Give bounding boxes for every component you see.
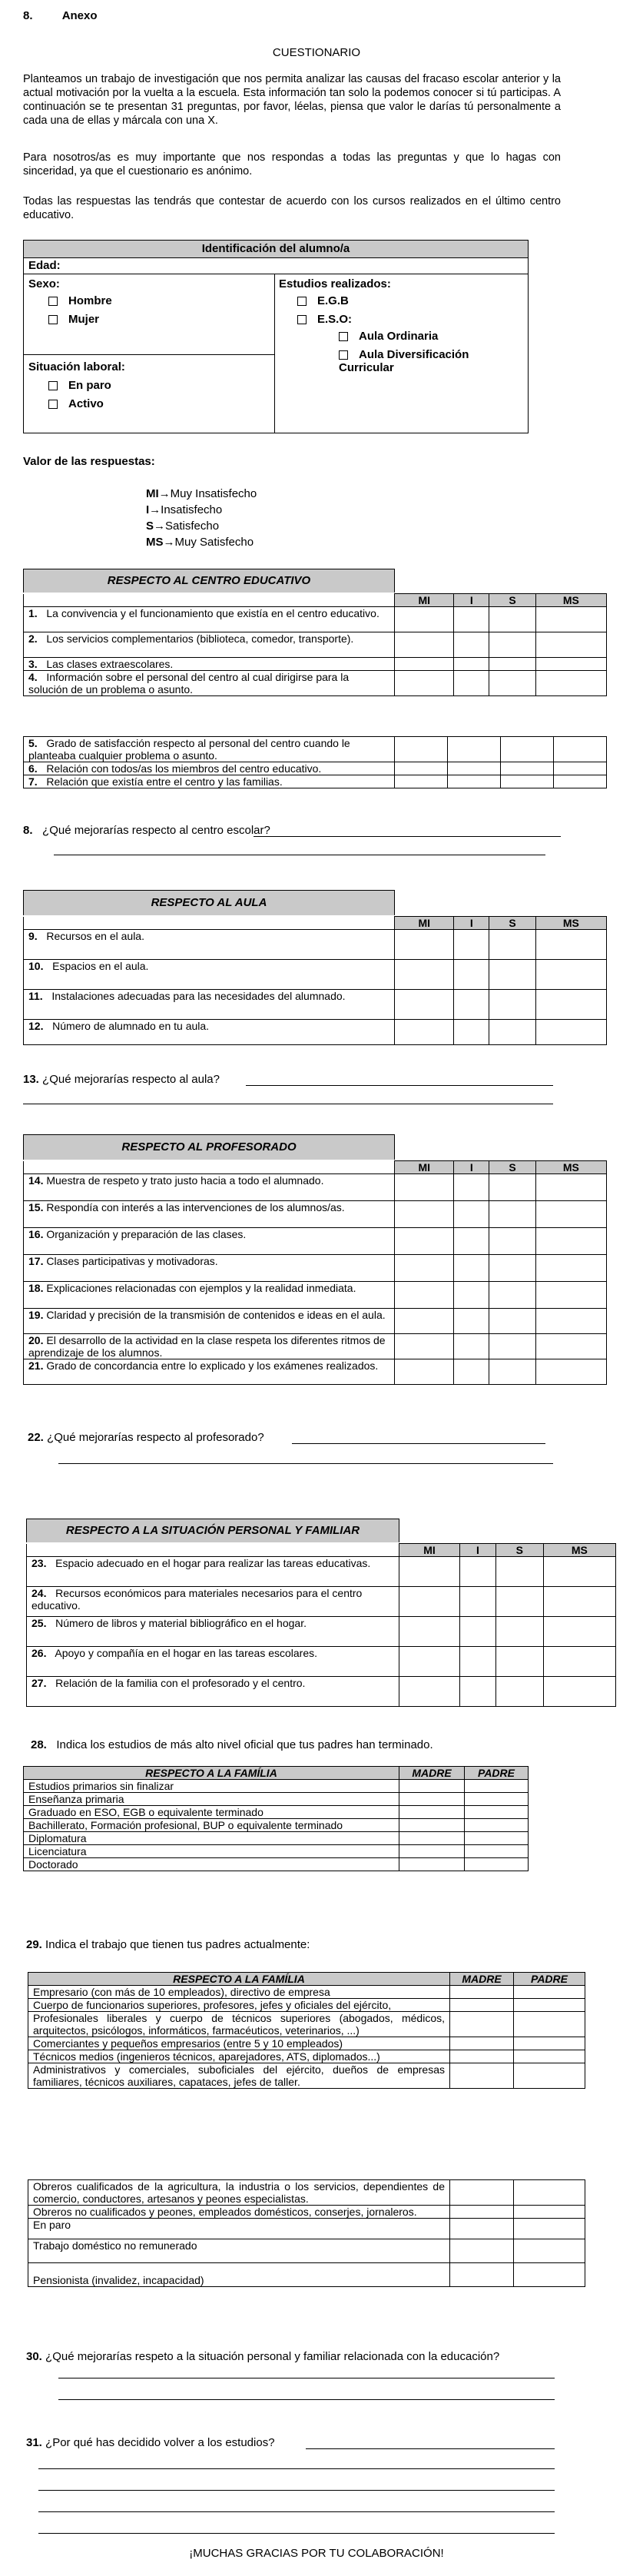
- section-title: Anexo: [61, 9, 98, 22]
- answer-cell[interactable]: [460, 1617, 496, 1647]
- answer-cell[interactable]: [395, 632, 454, 658]
- q22-answer-line[interactable]: [58, 1463, 553, 1464]
- answer-cell[interactable]: [535, 632, 606, 658]
- answer-cell[interactable]: [454, 930, 489, 960]
- answer-cell[interactable]: [395, 1228, 454, 1255]
- table-row: 17. Clases participativas y motivadoras.: [24, 1255, 607, 1282]
- answer-cell[interactable]: [543, 1647, 615, 1677]
- answer-cell[interactable]: [489, 1359, 536, 1385]
- aula-table: [23, 916, 607, 1045]
- answer-cell[interactable]: [535, 1309, 606, 1334]
- answer-cell[interactable]: [448, 762, 501, 775]
- answer-cell[interactable]: [460, 1647, 496, 1677]
- answer-cell[interactable]: [535, 658, 606, 671]
- answer-cell[interactable]: [399, 1557, 460, 1587]
- table-row: 23. Espacio adecuado en el hogar para realizar las tareas educativas.: [27, 1557, 616, 1587]
- situacion-label: Situación laboral:: [28, 360, 125, 373]
- answer-cell[interactable]: [395, 775, 448, 788]
- answer-cell[interactable]: [454, 1228, 489, 1255]
- aula-div-option[interactable]: Aula Diversificación Curricular: [339, 348, 469, 374]
- table-row: 5. Grado de satisfacción respecto al personal del centro cuando le planteaba cualquier problema o asunto.: [24, 737, 607, 762]
- answer-cell[interactable]: [535, 1020, 606, 1045]
- table-row: 20. El desarrollo de la actividad en la clase respeta los diferentes ritmos de aprendizaje de los alumnos.: [24, 1334, 607, 1359]
- answer-cell[interactable]: [465, 1793, 529, 1806]
- answer-cell[interactable]: [399, 1647, 460, 1677]
- answer-cell[interactable]: [450, 2050, 514, 2063]
- table-row: Profesionales liberales y cuerpo de técnicos superiores (abogados, médicos, arquitectos, psicólogos, informáticos, farmacéuticos, veterinarios, ...): [28, 2012, 585, 2037]
- answer-cell[interactable]: [535, 1201, 606, 1228]
- egb-checkbox[interactable]: [297, 297, 307, 306]
- answer-cell[interactable]: [535, 1282, 606, 1309]
- answer-cell[interactable]: [450, 2037, 514, 2050]
- answer-cell[interactable]: [543, 1557, 615, 1587]
- mujer-option[interactable]: Mujer: [48, 313, 99, 326]
- answer-cell[interactable]: [535, 1334, 606, 1359]
- answer-cell[interactable]: [395, 737, 448, 762]
- answer-cell[interactable]: [454, 1255, 489, 1282]
- answer-cell[interactable]: [489, 1334, 536, 1359]
- answer-cell[interactable]: [489, 1255, 536, 1282]
- familia-header-row: RESPECTO A LA FAMÍLIA MADRE PADRE: [28, 1973, 585, 1986]
- answer-cell[interactable]: [495, 1647, 543, 1677]
- table-row: Licenciatura: [24, 1845, 529, 1858]
- valor-s: S→Satisfecho: [146, 520, 220, 533]
- profesorado-title: RESPECTO AL PROFESORADO: [23, 1134, 395, 1160]
- valores-legend: [146, 486, 257, 550]
- answer-cell[interactable]: [514, 2239, 585, 2263]
- intro-paragraph-2: Para nosotros/as es muy importante que nos respondas a todas las preguntas y que lo hagas con sinceridad, ya que el cuestionario es anónimo.: [23, 151, 561, 178]
- answer-cell[interactable]: [489, 990, 536, 1020]
- personal-table: [26, 1543, 616, 1707]
- answer-cell[interactable]: [554, 737, 607, 762]
- answer-cell[interactable]: [514, 2037, 585, 2050]
- table-row: Comerciantes y pequeños empresarios (entre 5 y 10 empleados): [28, 2037, 585, 2050]
- answer-cell[interactable]: [450, 2012, 514, 2037]
- answer-cell[interactable]: [395, 960, 454, 990]
- egb-option[interactable]: E.G.B: [297, 294, 349, 307]
- familia-estudios-table: [23, 1766, 529, 1871]
- answer-cell[interactable]: [514, 2206, 585, 2219]
- answer-cell[interactable]: [489, 671, 536, 696]
- answer-cell[interactable]: [489, 1282, 536, 1309]
- answer-cell[interactable]: [395, 1309, 454, 1334]
- table-row: 3. Las clases extraescolares.: [24, 658, 607, 671]
- answer-cell[interactable]: [395, 1201, 454, 1228]
- q31-answer-line[interactable]: [38, 2511, 555, 2512]
- q22-answer-line[interactable]: [292, 1443, 545, 1444]
- table-row: Graduado en ESO, EGB o equivalente terminado: [24, 1806, 529, 1819]
- answer-cell[interactable]: [535, 1359, 606, 1385]
- table-row: 27. Relación de la familia con el profesorado y el centro.: [27, 1677, 616, 1707]
- answer-cell[interactable]: [489, 658, 536, 671]
- answer-cell[interactable]: [465, 1806, 529, 1819]
- thanks-message: ¡MUCHAS GRACIAS POR TU COLABORACIÓN!: [189, 2547, 444, 2560]
- q31-answer-line[interactable]: [38, 2468, 555, 2469]
- scale-header-row: MI I S MS: [24, 917, 607, 930]
- table-row: En paro: [28, 2219, 585, 2239]
- answer-cell[interactable]: [554, 775, 607, 788]
- table-row: Obreros no cualificados y peones, empleados domésticos, conserjes, jornaleros.: [28, 2206, 585, 2219]
- table-row: Técnicos medios (ingenieros técnicos, aparejadores, ATS, diplomados...): [28, 2050, 585, 2063]
- answer-cell[interactable]: [454, 632, 489, 658]
- table-row: Pensionista (invalidez, incapacidad): [28, 2263, 585, 2287]
- answer-cell[interactable]: [514, 2012, 585, 2037]
- table-row: Cuerpo de funcionarios superiores, profesores, jefes y oficiales del ejército,: [28, 1999, 585, 2012]
- aula-ordinaria-checkbox[interactable]: [339, 332, 348, 341]
- profesorado-table: [23, 1160, 607, 1385]
- q30-answer-line[interactable]: [58, 2399, 555, 2400]
- en-paro-option[interactable]: En paro: [48, 379, 111, 392]
- table-row: Bachillerato, Formación profesional, BUP o equivalente terminado: [24, 1819, 529, 1832]
- table-row: 25. Número de libros y material bibliográfico en el hogar.: [27, 1617, 616, 1647]
- q30: 30. ¿Qué mejorarías respeto a la situación personal y familiar relacionada con la educación?: [26, 2350, 500, 2363]
- table-row: 26. Apoyo y compañía en el hogar en las tareas escolares.: [27, 1647, 616, 1677]
- answer-cell[interactable]: [399, 1806, 465, 1819]
- table-row: 9. Recursos en el aula.: [24, 930, 607, 960]
- answer-cell[interactable]: [454, 1309, 489, 1334]
- answer-cell[interactable]: [454, 1174, 489, 1201]
- table-row: 24. Recursos económicos para materiales necesarios para el centro educativo.: [27, 1587, 616, 1617]
- table-row: Obreros cualificados de la agricultura, la industria o los servicios, dependientes de comercio, conductores, artesanos y peones especialistas.: [28, 2180, 585, 2206]
- section-number: 8.: [23, 9, 33, 22]
- answer-cell[interactable]: [448, 775, 501, 788]
- answer-cell[interactable]: [554, 762, 607, 775]
- answer-cell[interactable]: [395, 658, 454, 671]
- answer-cell[interactable]: [395, 607, 454, 632]
- answer-cell[interactable]: [450, 1999, 514, 2012]
- answer-cell[interactable]: [465, 1832, 529, 1845]
- table-row: 14. Muestra de respeto y trato justo hacia a todo el alumnado.: [24, 1174, 607, 1201]
- answer-cell[interactable]: [489, 1020, 536, 1045]
- page-title: CUESTIONARIO: [272, 46, 361, 59]
- q28: 28. Indica los estudios de más alto nivel oficial que tus padres han terminado.: [31, 1738, 433, 1751]
- aula-div-checkbox[interactable]: [339, 350, 348, 360]
- answer-cell[interactable]: [489, 632, 536, 658]
- edad-label: Edad:: [24, 258, 528, 274]
- answer-cell[interactable]: [454, 671, 489, 696]
- answer-cell[interactable]: [514, 2219, 585, 2239]
- q8: 8. ¿Qué mejorarías respecto al centro escolar?: [23, 824, 270, 837]
- answer-cell[interactable]: [543, 1587, 615, 1617]
- hombre-option[interactable]: Hombre: [48, 294, 112, 307]
- answer-cell[interactable]: [465, 1780, 529, 1793]
- activo-option[interactable]: Activo: [48, 397, 104, 410]
- answer-cell[interactable]: [489, 960, 536, 990]
- valor-mi: MI→Muy Insatisfecho: [146, 487, 257, 500]
- answer-cell[interactable]: [399, 1793, 465, 1806]
- answer-cell[interactable]: [535, 607, 606, 632]
- divider: [24, 354, 274, 355]
- q13: 13. ¿Qué mejorarías respecto al aula?: [23, 1073, 220, 1086]
- left-panel: [24, 274, 275, 433]
- eso-checkbox[interactable]: [297, 315, 307, 324]
- scale-header-row: MI I S MS: [24, 1161, 607, 1174]
- hombre-checkbox[interactable]: [48, 297, 58, 306]
- answer-cell[interactable]: [514, 2180, 585, 2206]
- answer-cell[interactable]: [454, 990, 489, 1020]
- q8-answer-line[interactable]: [254, 836, 561, 837]
- estudios-label: Estudios realizados:: [279, 277, 391, 290]
- answer-cell[interactable]: [535, 1255, 606, 1282]
- personal-title: RESPECTO A LA SITUACIÓN PERSONAL Y FAMILIAR: [26, 1519, 399, 1542]
- table-row: 4. Información sobre el personal del centro al cual dirigirse para la solución de un problema o asunto.: [24, 671, 607, 696]
- table-row: 15. Respondía con interés a las intervenciones de los alumnos/as.: [24, 1201, 607, 1228]
- answer-cell[interactable]: [460, 1587, 496, 1617]
- q31-answer-line[interactable]: [38, 2533, 555, 2534]
- answer-cell[interactable]: [454, 607, 489, 632]
- q13-answer-line[interactable]: [246, 1085, 553, 1086]
- answer-cell[interactable]: [399, 1819, 465, 1832]
- eso-option[interactable]: E.S.O:: [297, 313, 352, 326]
- answer-cell[interactable]: [454, 658, 489, 671]
- intro-paragraph-1: Planteamos un trabajo de investigación que nos permita analizar las causas del fracaso escolar anterior y la actual motivación por la vuelta a la escuela. Esta información tan solo la podemos conocer si tú participas. A continuación se te presentan 31 preguntas, por favor, léelas, piensa que valor le darías tú personalmente a cada una de ellas y márcala con una X.: [23, 73, 561, 127]
- aula-ordinaria-option[interactable]: Aula Ordinaria: [339, 330, 438, 343]
- answer-cell[interactable]: [489, 607, 536, 632]
- aula-title: RESPECTO AL AULA: [23, 890, 395, 915]
- answer-cell[interactable]: [535, 930, 606, 960]
- table-row: Estudios primarios sin finalizar: [24, 1780, 529, 1793]
- answer-cell[interactable]: [395, 1282, 454, 1309]
- answer-cell[interactable]: [454, 1020, 489, 1045]
- answer-cell[interactable]: [514, 1986, 585, 1999]
- answer-cell[interactable]: [395, 671, 454, 696]
- answer-cell[interactable]: [450, 2219, 514, 2239]
- answer-cell[interactable]: [489, 930, 536, 960]
- answer-cell[interactable]: [465, 1858, 529, 1871]
- answer-cell[interactable]: [514, 2050, 585, 2063]
- answer-cell[interactable]: [535, 1228, 606, 1255]
- table-row: Diplomatura: [24, 1832, 529, 1845]
- answer-cell[interactable]: [454, 1334, 489, 1359]
- answer-cell[interactable]: [514, 1999, 585, 2012]
- answer-cell[interactable]: [514, 2263, 585, 2287]
- answer-cell[interactable]: [535, 990, 606, 1020]
- en-paro-checkbox[interactable]: [48, 381, 58, 390]
- answer-cell[interactable]: [450, 2239, 514, 2263]
- answer-cell[interactable]: [460, 1677, 496, 1707]
- answer-cell[interactable]: [460, 1557, 496, 1587]
- answer-cell[interactable]: [489, 1201, 536, 1228]
- answer-cell[interactable]: [501, 775, 554, 788]
- id-box-title: Identificación del alumno/a: [24, 241, 528, 258]
- table-row: 12. Número de alumnado en tu aula.: [24, 1020, 607, 1045]
- answer-cell[interactable]: [399, 1832, 465, 1845]
- table-row: 18. Explicaciones relacionadas con ejemplos y la realidad inmediata.: [24, 1282, 607, 1309]
- q31: 31. ¿Por qué has decidido volver a los estudios?: [26, 2436, 275, 2449]
- answer-cell[interactable]: [535, 1174, 606, 1201]
- section-heading: [23, 9, 98, 22]
- intro-paragraph-3: Todas las respuestas las tendrás que contestar de acuerdo con los cursos realizados en el último centro educativo.: [23, 195, 561, 221]
- valores-title: Valor de las respuestas:: [23, 455, 155, 468]
- familia-header-row: RESPECTO A LA FAMÍLIA MADRE PADRE: [24, 1767, 529, 1780]
- answer-cell[interactable]: [543, 1617, 615, 1647]
- scale-header-row: MI I S MS: [24, 594, 607, 607]
- mujer-checkbox[interactable]: [48, 315, 58, 324]
- answer-cell[interactable]: [489, 1309, 536, 1334]
- q22: 22. ¿Qué mejorarías respecto al profesorado?: [28, 1431, 264, 1444]
- answer-cell[interactable]: [450, 2063, 514, 2089]
- q31-answer-line[interactable]: [306, 2448, 555, 2449]
- answer-cell[interactable]: [514, 2063, 585, 2089]
- answer-cell[interactable]: [454, 1282, 489, 1309]
- answer-cell[interactable]: [454, 960, 489, 990]
- answer-cell[interactable]: [399, 1780, 465, 1793]
- familia-trabajo-table: [28, 1972, 585, 2089]
- table-row: 1. La convivencia y el funcionamiento que existía en el centro educativo.: [24, 607, 607, 632]
- q31-answer-line[interactable]: [38, 2490, 555, 2491]
- valor-i: I→Insatisfecho: [146, 503, 223, 516]
- answer-cell[interactable]: [395, 1334, 454, 1359]
- table-row: 10. Espacios en el aula.: [24, 960, 607, 990]
- familia-trabajo-table-2: [28, 2179, 585, 2287]
- answer-cell[interactable]: [450, 2180, 514, 2206]
- answer-cell[interactable]: [399, 1845, 465, 1858]
- answer-cell[interactable]: [495, 1677, 543, 1707]
- answer-cell[interactable]: [501, 762, 554, 775]
- activo-checkbox[interactable]: [48, 400, 58, 409]
- table-row: Doctorado: [24, 1858, 529, 1871]
- answer-cell[interactable]: [399, 1858, 465, 1871]
- answer-cell[interactable]: [450, 1986, 514, 1999]
- q29: 29. Indica el trabajo que tienen tus padres actualmente:: [26, 1938, 310, 1951]
- answer-cell[interactable]: [395, 1255, 454, 1282]
- id-box: [23, 240, 529, 433]
- answer-cell[interactable]: [395, 1174, 454, 1201]
- answer-cell[interactable]: [489, 1228, 536, 1255]
- table-row: 6. Relación con todos/as los miembros del centro educativo.: [24, 762, 607, 775]
- answer-cell[interactable]: [448, 737, 501, 762]
- answer-cell[interactable]: [395, 1020, 454, 1045]
- answer-cell[interactable]: [450, 2206, 514, 2219]
- table-row: 11. Instalaciones adecuadas para las necesidades del alumnado.: [24, 990, 607, 1020]
- centro-table-2: [23, 736, 607, 788]
- table-row: Trabajo doméstico no remunerado: [28, 2239, 585, 2263]
- answer-cell[interactable]: [465, 1845, 529, 1858]
- answer-cell[interactable]: [399, 1617, 460, 1647]
- table-row: 2. Los servicios complementarios (biblioteca, comedor, transporte).: [24, 632, 607, 658]
- answer-cell[interactable]: [395, 1359, 454, 1385]
- valor-ms: MS→Muy Satisfecho: [146, 536, 254, 549]
- centro-table: [23, 593, 607, 696]
- answer-cell[interactable]: [399, 1587, 460, 1617]
- answer-cell[interactable]: [454, 1359, 489, 1385]
- answer-cell[interactable]: [535, 960, 606, 990]
- answer-cell[interactable]: [465, 1819, 529, 1832]
- answer-cell[interactable]: [495, 1557, 543, 1587]
- answer-cell[interactable]: [395, 990, 454, 1020]
- answer-cell[interactable]: [495, 1617, 543, 1647]
- table-row: Enseñanza primaria: [24, 1793, 529, 1806]
- table-row: 19. Claridad y precisión de la transmisión de contenidos e ideas en el aula.: [24, 1309, 607, 1334]
- centro-title: RESPECTO AL CENTRO EDUCATIVO: [23, 569, 395, 593]
- answer-cell[interactable]: [399, 1677, 460, 1707]
- table-row: 16. Organización y preparación de las clases.: [24, 1228, 607, 1255]
- answer-cell[interactable]: [454, 1201, 489, 1228]
- sexo-label: Sexo:: [28, 277, 60, 290]
- table-row: Empresario (con más de 10 empleados), directivo de empresa: [28, 1986, 585, 1999]
- table-row: 7. Relación que existía entre el centro y las familias.: [24, 775, 607, 788]
- answer-cell[interactable]: [501, 737, 554, 762]
- table-row: Administrativos y comerciales, suboficiales del ejército, dueños de empresas familiares, técnicos auxiliares, capataces, jefes de taller.: [28, 2063, 585, 2089]
- answer-cell[interactable]: [495, 1587, 543, 1617]
- scale-header-row: MI I S MS: [27, 1544, 616, 1557]
- answer-cell[interactable]: [450, 2263, 514, 2287]
- answer-cell[interactable]: [395, 930, 454, 960]
- answer-cell[interactable]: [395, 762, 448, 775]
- table-row: 21. Grado de concordancia entre lo explicado y los exámenes realizados.: [24, 1359, 607, 1385]
- answer-cell[interactable]: [543, 1677, 615, 1707]
- answer-cell[interactable]: [535, 671, 606, 696]
- answer-cell[interactable]: [489, 1174, 536, 1201]
